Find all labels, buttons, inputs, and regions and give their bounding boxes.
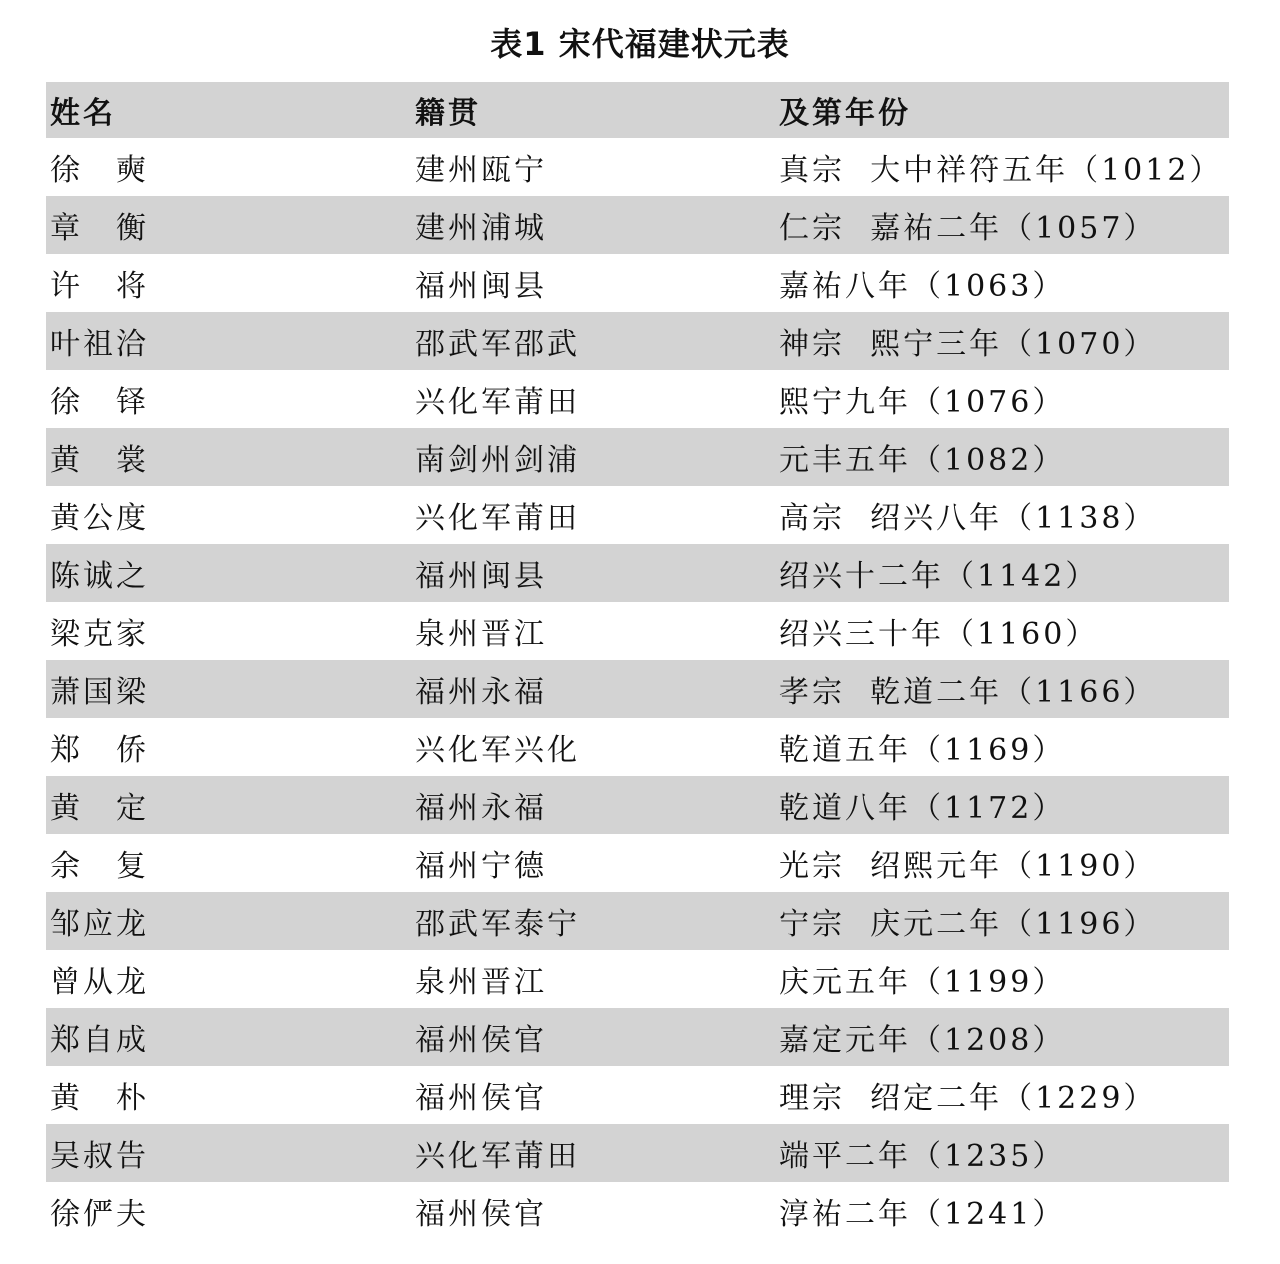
table-row [46,428,1229,486]
cell-year: 宁宗 庆元二年（1196） [779,907,1157,942]
cell-name: 黄 裳 [50,443,149,478]
cell-place: 南剑州剑浦 [415,443,580,478]
table-row [46,776,1229,834]
cell-name: 徐 奭 [50,153,149,188]
page-title: 表1 宋代福建状元表 [490,25,790,63]
cell-place: 泉州晋江 [415,965,547,1000]
header-name: 姓名 [50,96,116,131]
cell-name: 徐 铎 [50,385,149,420]
cell-year: 端平二年（1235） [779,1139,1066,1174]
cell-year: 乾道五年（1169） [779,733,1066,768]
cell-place: 福州宁德 [415,849,547,884]
cell-name: 吴叔告 [50,1139,149,1174]
cell-place: 福州侯官 [415,1023,547,1058]
cell-year: 乾道八年（1172） [779,791,1066,826]
table-row [46,892,1229,950]
cell-year: 理宗 绍定二年（1229） [779,1081,1157,1116]
cell-year: 绍兴十二年（1142） [779,559,1099,594]
table-row [46,1182,1229,1240]
cell-place: 兴化军莆田 [415,501,580,536]
cell-place: 泉州晋江 [415,617,547,652]
cell-name: 黄 定 [50,791,149,826]
cell-place: 建州浦城 [415,211,547,246]
table-row [46,660,1229,718]
cell-place: 福州闽县 [415,269,547,304]
cell-name: 许 将 [50,269,149,304]
cell-year: 神宗 熙宁三年（1070） [779,327,1157,362]
table-row [46,544,1229,602]
cell-place: 兴化军莆田 [415,1139,580,1174]
table-row [46,254,1229,312]
table-row [46,138,1229,196]
cell-name: 郑 侨 [50,733,149,768]
cell-place: 福州侯官 [415,1081,547,1116]
cell-place: 建州瓯宁 [415,153,547,188]
cell-name: 黄 朴 [50,1081,149,1116]
cell-year: 淳祐二年（1241） [779,1197,1066,1232]
table-row [46,370,1229,428]
cell-name: 梁克家 [50,617,149,652]
cell-year: 高宗 绍兴八年（1138） [779,501,1157,536]
cell-year: 嘉祐八年（1063） [779,269,1066,304]
cell-name: 邹应龙 [50,907,149,942]
cell-year: 真宗 大中祥符五年（1012） [779,153,1223,188]
cell-place: 兴化军莆田 [415,385,580,420]
cell-name: 曾从龙 [50,965,149,1000]
cell-year: 光宗 绍熙元年（1190） [779,849,1157,884]
cell-year: 孝宗 乾道二年（1166） [779,675,1157,710]
table-header-row [46,82,1229,138]
table-row [46,602,1229,660]
cell-name: 陈诚之 [50,559,149,594]
cell-place: 邵武军泰宁 [415,907,580,942]
zhuangyuan-table [46,82,1229,1240]
header-year: 及第年份 [779,96,911,131]
cell-place: 兴化军兴化 [415,733,580,768]
cell-name: 章 衡 [50,211,149,246]
cell-place: 福州侯官 [415,1197,547,1232]
cell-place: 福州永福 [415,791,547,826]
cell-year: 庆元五年（1199） [779,965,1066,1000]
cell-name: 徐俨夫 [50,1197,149,1232]
table-row [46,312,1229,370]
cell-name: 黄公度 [50,501,149,536]
cell-name: 郑自成 [50,1023,149,1058]
table-row [46,834,1229,892]
header-place: 籍贯 [415,96,481,131]
cell-name: 叶祖洽 [50,327,149,362]
table-row [46,1066,1229,1124]
cell-name: 萧国梁 [50,675,149,710]
cell-year: 绍兴三十年（1160） [779,617,1099,652]
cell-year: 仁宗 嘉祐二年（1057） [779,211,1157,246]
cell-year: 嘉定元年（1208） [779,1023,1066,1058]
cell-place: 邵武军邵武 [415,327,580,362]
table-row [46,1124,1229,1182]
cell-place: 福州闽县 [415,559,547,594]
table-body [46,138,1229,1240]
cell-year: 元丰五年（1082） [779,443,1066,478]
table-row [46,950,1229,1008]
cell-name: 余 复 [50,849,149,884]
cell-year: 熙宁九年（1076） [779,385,1066,420]
table-row [46,486,1229,544]
table-row [46,196,1229,254]
cell-place: 福州永福 [415,675,547,710]
table-row [46,1008,1229,1066]
table-row [46,718,1229,776]
